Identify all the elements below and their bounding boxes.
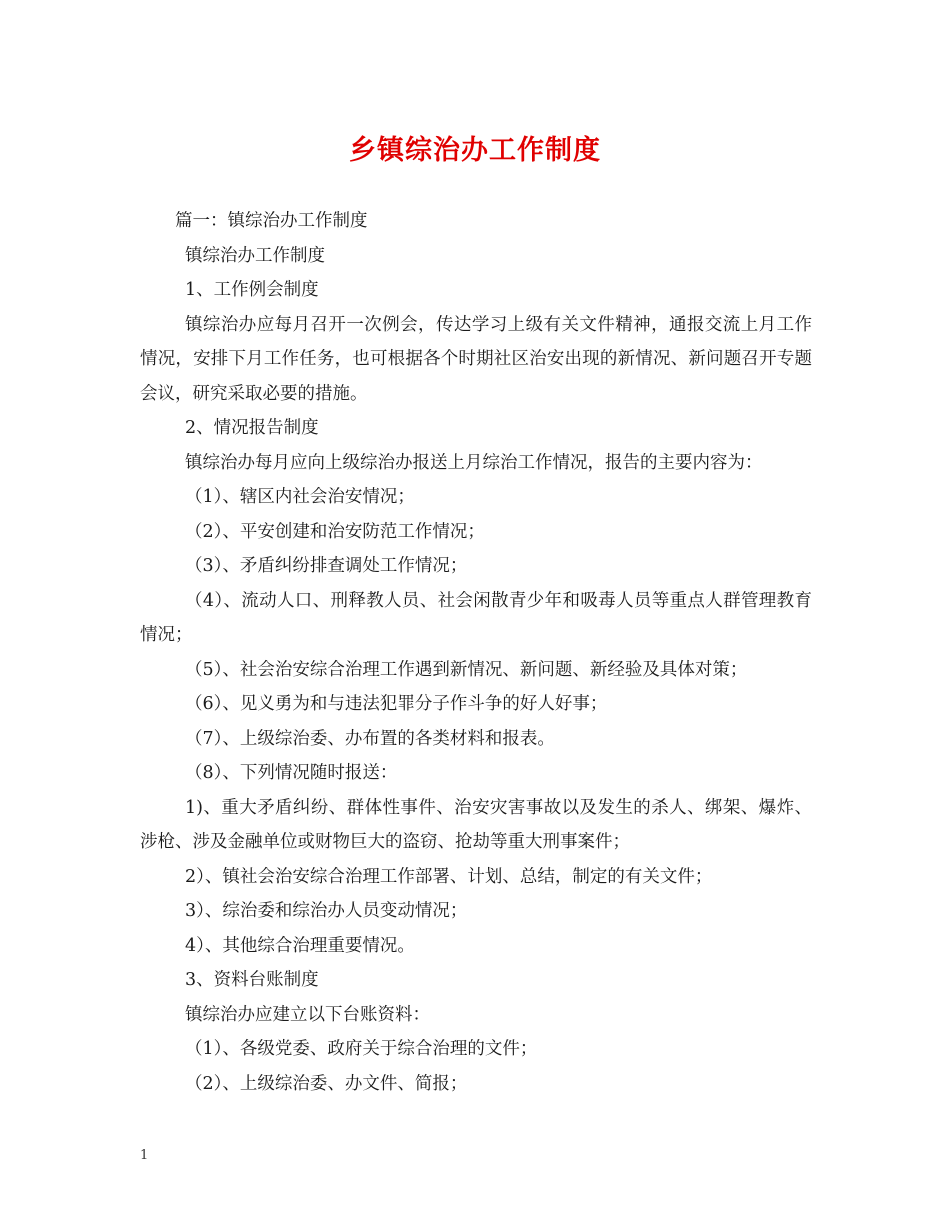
paragraph: 3、资料台账制度 [185, 970, 319, 990]
document-title: 乡镇综治办工作制度 [349, 135, 601, 166]
paragraph: （2）、平安创建和治安防范工作情况； [185, 521, 485, 542]
paragraph: （8）、下列情况随时报送： [185, 763, 398, 783]
paragraph: 镇综治办工作制度 [185, 245, 325, 266]
paragraph: （1）、各级党委、政府关于综合治理的文件； [185, 1039, 538, 1059]
paragraph: （3）、矛盾纠纷排查调处工作情况； [185, 556, 468, 576]
paragraph: 4）、其他综合治理重要情况。 [185, 935, 415, 956]
paragraph: 镇综治办每月应向上级综治办报送上月综治工作情况，报告的主要内容为： [185, 452, 763, 473]
paragraph: 2、情况报告制度 [185, 418, 319, 438]
paragraph: 1、工作例会制度 [185, 280, 319, 300]
paragraph: 1)、重大矛盾纠纷、群体性事件、治安灾害事故以及发生的杀人、绑架、爆炸、涉枪、涉及金融单位或财物巨大的盗窃、抢劫等重大刑事案件； [140, 797, 812, 852]
paragraph: （5）、社会治安综合治理工作遇到新情况、新问题、新经验及具体对策； [185, 659, 748, 680]
paragraph: （4）、流动人口、刑释教人员、社会闲散青少年和吸毒人员等重点人群管理教育情况； [140, 590, 812, 645]
paragraph: 篇一：镇综治办工作制度 [175, 211, 368, 231]
paragraph: （2）、上级综治委、办文件、简报； [185, 1073, 468, 1094]
paragraph: 镇综治办应建立以下台账资料： [185, 1004, 430, 1025]
document-body [140, 204, 812, 1101]
paragraph: 2）、镇社会治安综合治理工作部署、计划、总结，制定的有关文件； [185, 866, 713, 887]
page-number: 1 [140, 1148, 149, 1163]
paragraph: （6）、见义勇为和与违法犯罪分子作斗争的好人好事； [185, 694, 608, 714]
paragraph: 3）、综治委和综治办人员变动情况； [185, 901, 468, 921]
paragraph: 镇综治办应每月召开一次例会，传达学习上级有关文件精神，通报交流上月工作情况，安排下月工作任务，也可根据各个时期社区治安出现的新情况、新问题召开专题会议，研究采取必要的措施。 [140, 314, 812, 404]
paragraph: （1）、辖区内社会治安情况； [185, 487, 415, 507]
paragraph: （7）、上级综治委、办布置的各类材料和报表。 [185, 728, 555, 749]
